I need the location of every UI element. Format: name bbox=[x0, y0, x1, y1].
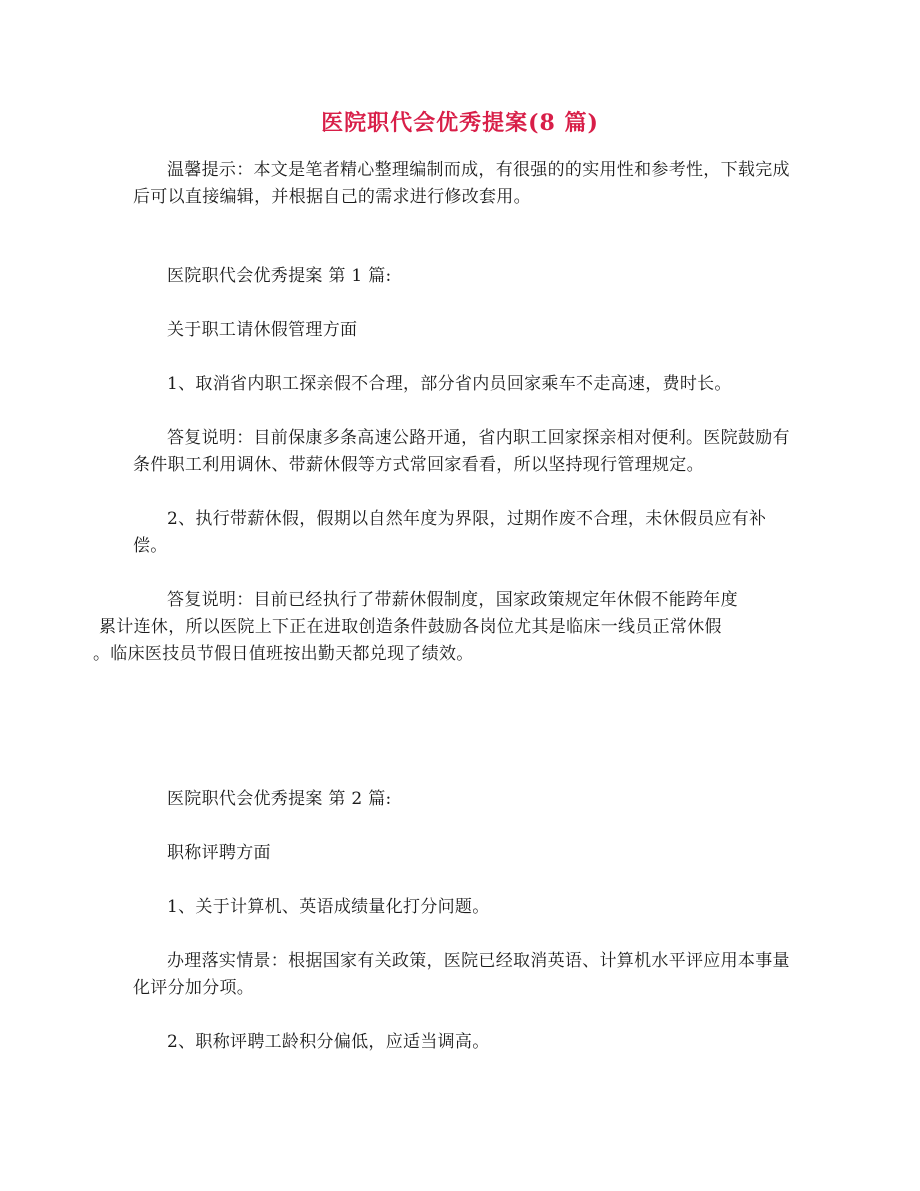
tip-paragraph: 温馨提示：本文是笔者精心整理编制而成，有很强的的实用性和参考性，下载完成后可以直接编辑，并根据自己的需求进行修改套用。 bbox=[133, 160, 790, 207]
section1-answer2 bbox=[93, 587, 793, 668]
section2-item2: 2、职称评聘工龄积分偏低，应适当调高。 bbox=[167, 1032, 490, 1052]
section1-answer1: 答复说明：目前保康多条高速公路开通，省内职工回家探亲相对便利。医院鼓励有条件职工利用调休、带薪休假等方式常回家看看，所以坚持现行管理规定。 bbox=[133, 428, 790, 475]
section1-answer2-line2: 累计连休，所以医院上下正在进取创造条件鼓励各岗位尤其是临床一线员正常休假 bbox=[99, 617, 722, 637]
section1-subheading: 关于职工请休假管理方面 bbox=[167, 320, 358, 340]
section1-item2: 2、执行带薪休假，假期以自然年度为界限，过期作废不合理，未休假员应有补偿。 bbox=[133, 509, 767, 556]
section1-answer2-line3: 。临床医技员节假日值班按出勤天都兑现了绩效。 bbox=[93, 644, 474, 664]
section1-item1: 1、取消省内职工探亲假不合理，部分省内员回家乘车不走高速，费时长。 bbox=[167, 374, 732, 394]
section2-subheading: 职称评聘方面 bbox=[167, 843, 271, 863]
section2-item1: 1、关于计算机、英语成绩量化打分问题。 bbox=[167, 897, 490, 917]
section2-answer1: 办理落实情景：根据国家有关政策，医院已经取消英语、计算机水平评应用本事量化评分加分项。 bbox=[133, 951, 790, 998]
section2-heading: 医院职代会优秀提案 第 2 篇: bbox=[167, 789, 392, 809]
document-title: 医院职代会优秀提案(8 篇) bbox=[321, 110, 599, 136]
section1-answer2-line1: 答复说明：目前已经执行了带薪休假制度，国家政策规定年休假不能跨年度 bbox=[167, 590, 738, 610]
section1-heading: 医院职代会优秀提案 第 1 篇: bbox=[167, 266, 392, 286]
